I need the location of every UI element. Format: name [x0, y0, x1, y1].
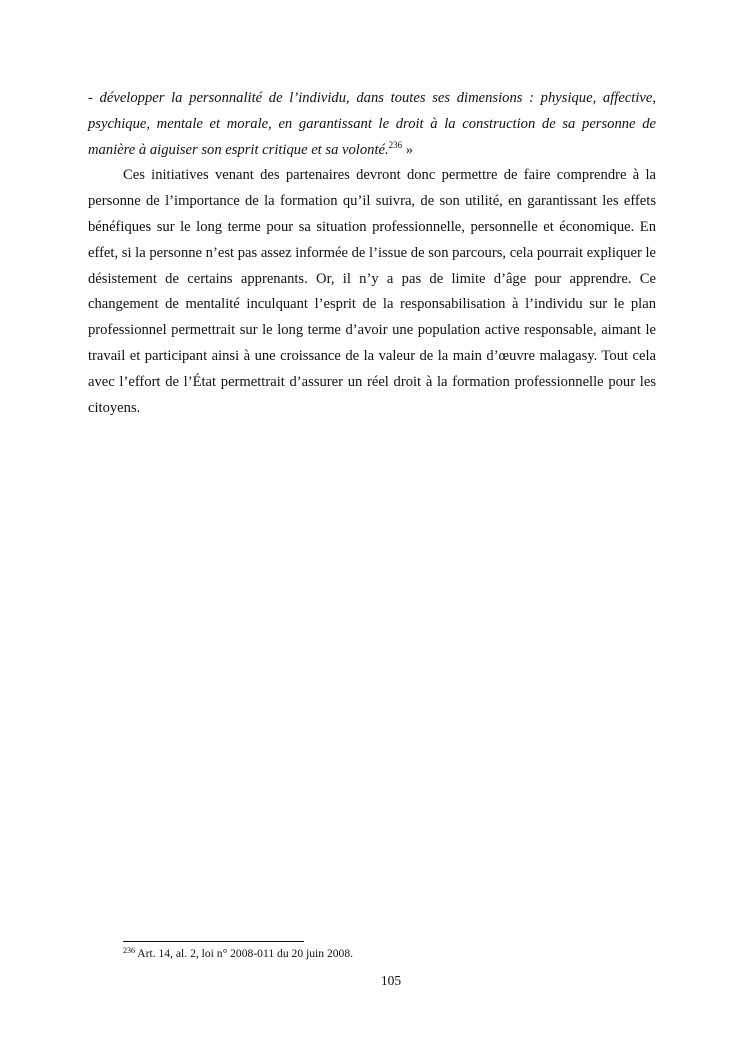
footnote-number: 236: [123, 946, 135, 955]
closing-quote-mark: »: [402, 141, 414, 158]
page-number: 105: [380, 973, 402, 988]
footnote: [123, 946, 353, 962]
main-paragraph: Ces initiatives venant des partenaires devront donc permettre de faire comprendre à la personne de l’importance de la formation qu’il suivra, de son utilité, en garantissant les effets bénéfiques sur le long terme pour sa situation professionnelle, personnelle et économique. En effet, si la personne n’est pas assez informée de l’issue de son parcours, cela pourrait expliquer le désistement de certains apprenants. Or, il n’y a pas de limite d’âge pour apprendre. Ce changement de mentalité inculquant l’esprit de la responsabilisation à l’individu sur le plan professionnel permettrait sur le long terme d’avoir une population active responsable, aimant le travail et participant ainsi à une croissance de la valeur de la main d’œuvre malagasy. Tout cela avec l’effort de l’État permettrait d’assurer un réel droit à la formation professionnelle pour les citoyens.: [88, 167, 656, 416]
footnote-text: Art. 14, al. 2, loi n° 2008-011 du 20 juin 2008.: [135, 947, 354, 960]
body-text: [88, 86, 656, 421]
quoted-passage: [88, 86, 656, 163]
footnote-separator: [123, 941, 304, 942]
footnote-reference[interactable]: 236: [388, 139, 403, 150]
quote-text: - développer la personnalité de l’individu, dans toutes ses dimensions : physique, affective, psychique, mentale et morale, en garantissant le droit à la construction de sa personne de manière à aiguiser son esprit critique et sa volonté.: [88, 90, 656, 158]
